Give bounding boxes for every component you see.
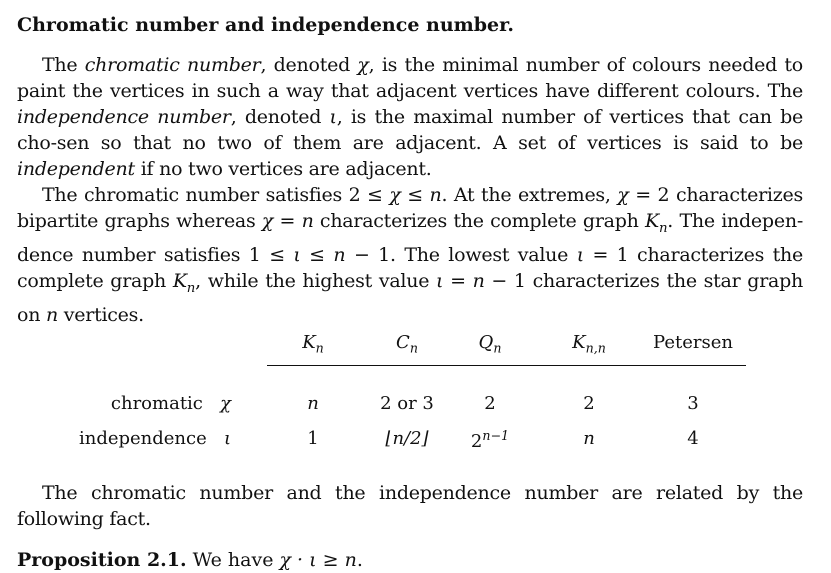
math: χ ≤ n: [389, 184, 442, 206]
proposition-label: Proposition 2.1.: [17, 549, 187, 571]
row-label-text: independence: [78, 428, 207, 449]
term-independent: independent: [17, 158, 135, 180]
paragraph-relation: The chromatic number and the independence number are related by the following fact.: [17, 482, 803, 530]
text: characterizes the complete graph: [313, 210, 645, 232]
math: K: [645, 210, 659, 232]
math: n: [472, 269, 485, 292]
symbol-chi: χ: [357, 54, 369, 76]
text: We have: [186, 549, 280, 571]
header-main: Q: [478, 332, 494, 353]
paragraph-definitions: [17, 52, 803, 182]
text: , while the highest value: [195, 269, 437, 292]
term-independence-number: independence number: [17, 106, 231, 128]
header-sub: n,n: [585, 340, 606, 356]
text: , denoted: [230, 106, 330, 128]
term-chromatic-number: chromatic number: [84, 54, 261, 76]
math: ι: [436, 269, 444, 292]
text: The chromatic number satisfies 2 ≤: [42, 184, 390, 206]
header-main: Petersen: [653, 332, 733, 353]
text: The: [42, 54, 85, 76]
cell-superscript: n−1: [482, 428, 510, 443]
math: ι: [293, 243, 301, 266]
text: , denoted: [260, 54, 358, 76]
paragraph-relation-wrapper: [17, 480, 803, 532]
text: vertices.: [57, 303, 144, 326]
text: . At the extremes,: [441, 184, 618, 206]
text: = 1 characterizes the complete graph: [17, 243, 804, 292]
cell-value: n: [307, 393, 319, 414]
text: − 1. The lowest value: [345, 243, 577, 266]
table-cell: 2: [484, 393, 496, 414]
table-cell: 1: [307, 428, 319, 449]
table-rule: [267, 365, 746, 366]
row-label-text: chromatic: [110, 393, 203, 414]
table-cell: 2 or 3: [380, 393, 434, 414]
header-main: K: [572, 332, 586, 353]
text: ≤: [300, 243, 334, 266]
paragraph-bounds: [17, 182, 803, 328]
math: χ: [261, 210, 274, 232]
row-label-chromatic: [77, 393, 231, 414]
table-cell: [293, 393, 333, 414]
page: [17, 12, 804, 571]
proposition-math: χ · ι ≥ n: [279, 549, 357, 571]
table-cell: ⌊n/2⌋: [385, 428, 429, 449]
text: . The indepen-dence number satisfies 1 ≤: [17, 210, 803, 266]
section-title: Chromatic number and independence number.: [17, 14, 515, 36]
header-sub: n: [409, 340, 418, 356]
text: if no two vertices are adjacent.: [134, 158, 432, 180]
header-complete-graph: [293, 332, 333, 356]
math: n: [45, 303, 58, 326]
table-cell: [465, 428, 515, 452]
header-cycle-graph: [387, 332, 427, 356]
row-symbol-iota: ι: [223, 428, 231, 449]
text: = 2 characterizes bipartite graphs whereas: [17, 184, 804, 232]
header-hypercube-graph: [470, 332, 510, 356]
text: , is the maximal number of vertices that can be cho-sen so that no two of them are adjacent. A set of vertices is said to be: [17, 106, 804, 154]
header-sub: n: [315, 340, 324, 356]
table-cell: 4: [687, 428, 699, 449]
row-label-independence: [57, 428, 231, 449]
text: =: [273, 210, 302, 232]
table-cell: 3: [687, 393, 699, 414]
header-petersen: [645, 332, 741, 353]
header-main: K: [302, 332, 316, 353]
header-main: C: [396, 332, 410, 353]
header-complete-bipartite: [562, 332, 616, 356]
text: .: [356, 549, 363, 571]
header-sub: n: [493, 340, 502, 356]
text: , is the minimal number of colours needed to paint the vertices in such a way that adjacent vertices have different colours. The: [17, 54, 803, 102]
proposition: [17, 547, 363, 573]
cell-value: n: [583, 428, 595, 449]
math-subscript: n: [186, 280, 196, 296]
text: =: [443, 269, 473, 292]
row-symbol-chi: χ: [220, 393, 231, 414]
math: χ: [617, 184, 629, 206]
math: K: [172, 269, 187, 292]
table-cell: [569, 428, 609, 449]
text: − 1 characterizes the star graph on: [17, 269, 804, 326]
math: ι: [576, 243, 584, 266]
math: n: [301, 210, 314, 232]
symbol-iota: ι: [329, 106, 337, 128]
math: n: [333, 243, 346, 266]
math-subscript: n: [658, 220, 668, 236]
cell-value: 2: [470, 431, 483, 452]
table-cell: 2: [583, 393, 595, 414]
